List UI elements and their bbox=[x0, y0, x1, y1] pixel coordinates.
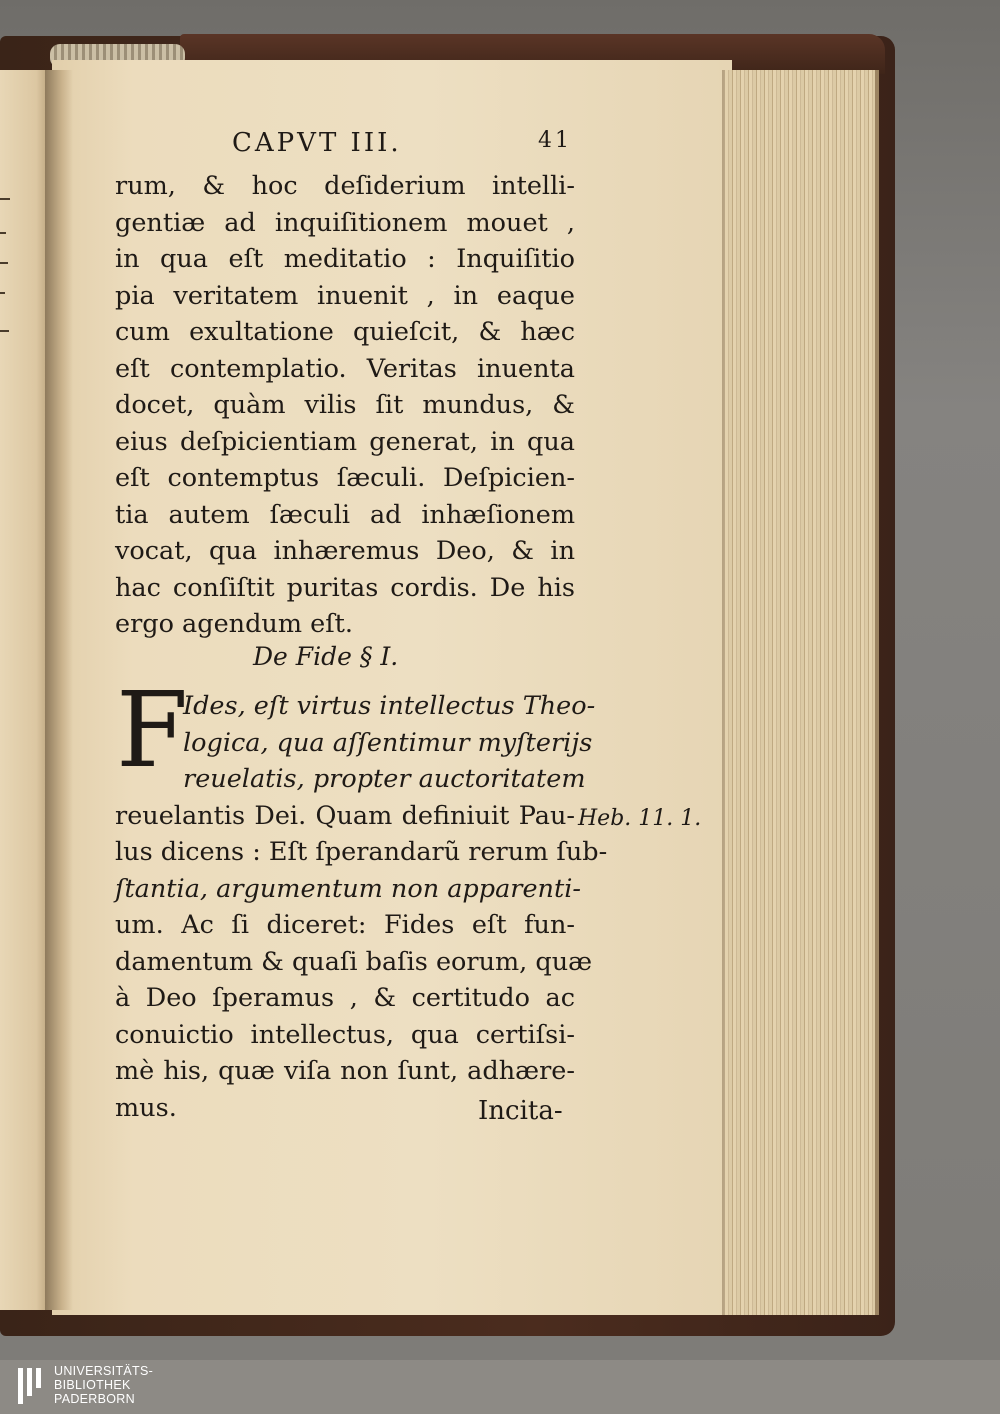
text-line: docet, quàm vilis ſit mundus, & bbox=[115, 390, 575, 420]
page-number: 41 bbox=[538, 128, 572, 153]
library-logo-icon bbox=[16, 1366, 46, 1406]
text-line: hac conſiſtit puritas cordis. De his bbox=[115, 572, 575, 603]
book-gutter-shadow bbox=[45, 70, 73, 1310]
drop-cap-initial: F bbox=[116, 669, 189, 791]
text-line: conuictio intellectus, qua certiſsi- bbox=[115, 1019, 575, 1050]
running-head bbox=[232, 128, 572, 164]
text-line: reuelantis Dei. Quam definiuit Pau- bbox=[115, 800, 575, 831]
library-name-line: PADERBORN bbox=[54, 1392, 135, 1406]
page-block-edges bbox=[725, 70, 879, 1315]
library-name-line: BIBLIOTHEK bbox=[54, 1378, 131, 1392]
text-line: damentum & quaſi baſis eorum, quæ bbox=[115, 946, 593, 977]
text-line: eſt contemplatio. Veritas inuenta bbox=[115, 353, 575, 384]
text-line: rum, & hoc deſiderium intelli- bbox=[115, 171, 575, 201]
text-line: in qua eſt meditatio : Inquiſitio bbox=[115, 244, 575, 274]
text-line: à Deo ſperamus , & certitudo ac bbox=[115, 983, 575, 1013]
text-line: reuelatis, propter auctoritatem bbox=[183, 764, 586, 794]
text-line: lus dicens : Eſt ſperandarũ rerum ſub- bbox=[115, 837, 608, 867]
text-line: pia veritatem inuenit , in eaque bbox=[115, 280, 575, 311]
paragraph bbox=[115, 168, 575, 643]
library-name bbox=[54, 1364, 153, 1406]
text-line: vocat, qua inhæremus Deo, & in bbox=[115, 536, 575, 566]
text-line: cum exultatione quieſcit, & hæc bbox=[115, 317, 575, 347]
text-line: tia autem ſæculi ad inhæſionem bbox=[115, 499, 575, 530]
section-heading: De Fide § I. bbox=[253, 642, 399, 671]
text-line: mè his, quæ viſa non ſunt, adhære- bbox=[115, 1056, 575, 1086]
text-line: Ides, eſt virtus intellectus Theo- bbox=[183, 691, 596, 721]
text-line: gentiæ ad inquiſitionem mouet , bbox=[115, 207, 575, 238]
chapter-title: CAPVT III. bbox=[232, 128, 402, 158]
definition-paragraph bbox=[115, 688, 608, 1126]
text-line: logica, qua aſſentimur myſterijs bbox=[183, 727, 593, 758]
text-line: eius deſpicientiam generat, in qua bbox=[115, 426, 575, 457]
text-line: ergo agendum eſt. bbox=[115, 609, 354, 639]
text-line: mus. bbox=[115, 1092, 177, 1123]
margin-reference: Heb. 11. 1. bbox=[578, 806, 702, 831]
library-name-line: UNIVERSITÄTS- bbox=[54, 1364, 154, 1378]
catchword: Incita- bbox=[478, 1096, 563, 1126]
text-line: ſtantia, argumentum non apparenti- bbox=[115, 873, 581, 904]
text-line: eſt contemptus ſæculi. Deſpicien- bbox=[115, 463, 575, 493]
text-line: um. Ac ſi diceret: Fides eſt fun- bbox=[115, 910, 575, 940]
